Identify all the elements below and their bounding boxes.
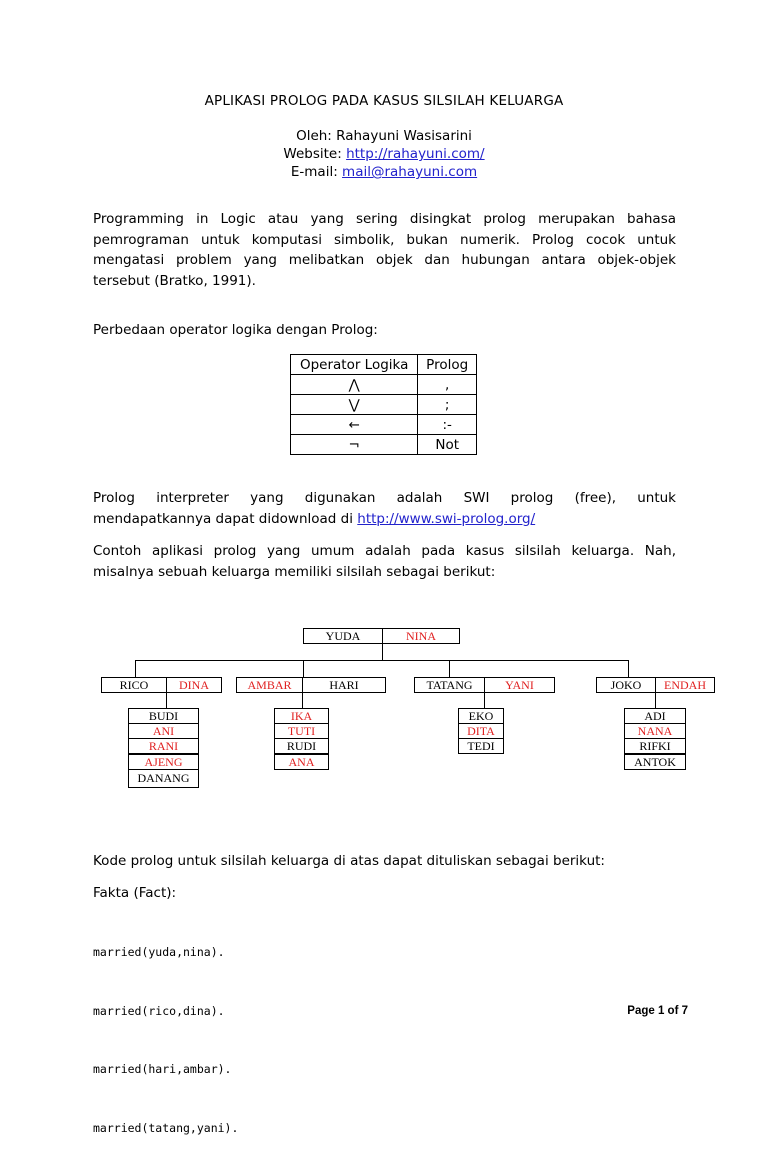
swi-prolog-link[interactable]: http://www.swi-prolog.org/ — [357, 510, 536, 527]
interpreter-line — [93, 509, 676, 530]
intro-paragraph — [93, 209, 676, 291]
table-cell: Not — [418, 435, 477, 455]
child-box: RANI — [128, 738, 199, 754]
child-box: ANA — [274, 754, 329, 770]
code-intro: Kode prolog untuk silsilah keluarga di atas dapat dituliskan sebagai berikut: — [93, 853, 605, 869]
root-connector — [382, 643, 383, 660]
child-box: RIFKI — [624, 738, 686, 754]
intro-line: pemrograman untuk komputasi simbolik, bukan numerik. Prolog cocok untuk — [93, 231, 676, 248]
generation-line — [135, 660, 628, 661]
child-box: IKA — [274, 708, 329, 724]
email-link[interactable]: mail@rahayuni.com — [342, 164, 478, 180]
child-box: TUTI — [274, 723, 329, 739]
table-cell: :- — [418, 415, 477, 435]
child-box: ADI — [624, 708, 686, 724]
family-2-right-box: HARI — [302, 677, 386, 693]
root-husband-box: YUDA — [303, 628, 383, 644]
table-cell: ; — [418, 395, 477, 415]
interpreter-paragraph — [93, 488, 676, 529]
child-box: ANI — [128, 723, 199, 739]
email-label: E-mail: — [290, 164, 338, 180]
family-2-left-box: AMBAR — [236, 677, 303, 693]
intro-line: tersebut (Bratko, 1991). — [93, 272, 256, 289]
family-4-left-box: JOKO — [596, 677, 656, 693]
child-box: RUDI — [274, 738, 329, 754]
website-line — [0, 146, 768, 162]
table-header: Prolog — [418, 355, 477, 375]
table-cell: ← — [291, 415, 418, 435]
example-paragraph — [93, 541, 676, 582]
example-line: misalnya sebuah keluarga memiliki silsilah sebagai berikut: — [93, 563, 496, 580]
interpreter-text: mendapatkannya dapat didownload di — [93, 510, 358, 527]
website-label: Website: — [283, 146, 342, 162]
family-drop — [303, 660, 304, 677]
family-3-child-connector — [484, 692, 485, 708]
table-row — [291, 435, 477, 455]
table-header-row — [291, 355, 477, 375]
code-line: married(rico,dina). — [93, 1003, 225, 1018]
table-row — [291, 375, 477, 395]
author-line: Oleh: Rahayuni Wasisarini — [296, 128, 472, 144]
child-box: DITA — [458, 723, 504, 739]
family-3-left-box: TATANG — [414, 677, 485, 693]
table-cell: ⋀ — [291, 375, 418, 395]
family-1-child-connector — [166, 692, 167, 708]
website-link[interactable]: http://rahayuni.com/ — [346, 146, 485, 162]
table-cell: ¬ — [291, 435, 418, 455]
family-drop — [135, 660, 136, 677]
family-1-left-box: RICO — [101, 677, 167, 693]
email-line — [0, 164, 768, 180]
family-3-right-box: YANI — [484, 677, 555, 693]
family-1-right-box: DINA — [166, 677, 222, 693]
family-2-child-connector — [302, 692, 303, 708]
operator-table — [290, 354, 477, 455]
page-number: Page 1 of 7 — [627, 1005, 688, 1017]
child-box: ANTOK — [624, 754, 686, 770]
code-line: married(tatang,yani). — [93, 1120, 239, 1135]
child-box: AJENG — [128, 754, 199, 770]
child-box: BUDI — [128, 708, 199, 724]
code-line: married(yuda,nina). — [93, 945, 225, 959]
family-drop — [449, 660, 450, 677]
family-4-child-connector — [655, 692, 656, 708]
example-line: Contoh aplikasi prolog yang umum adalah pada kasus silsilah keluarga. Nah, — [93, 543, 676, 559]
code-line: married(hari,ambar). — [93, 1062, 232, 1076]
interpreter-line: Prolog interpreter yang digunakan adalah SWI prolog (free), untuk — [93, 490, 676, 506]
facts-code-block — [93, 904, 238, 1158]
table-row — [291, 415, 477, 435]
child-box: TEDI — [458, 738, 504, 754]
intro-line: Programming in Logic atau yang sering disingkat prolog merupakan bahasa — [93, 211, 676, 227]
table-header: Operator Logika — [291, 355, 418, 375]
child-box: DANANG — [128, 769, 199, 788]
operator-heading: Perbedaan operator logika dengan Prolog: — [93, 322, 378, 338]
table-cell: ⋁ — [291, 395, 418, 415]
child-box: NANA — [624, 723, 686, 739]
table-row — [291, 395, 477, 415]
table-cell: , — [418, 375, 477, 395]
child-box: EKO — [458, 708, 504, 724]
document-title: APLIKASI PROLOG PADA KASUS SILSILAH KELUARGA — [204, 93, 564, 109]
facts-heading: Fakta (Fact): — [93, 885, 177, 901]
family-4-right-box: ENDAH — [655, 677, 715, 693]
family-drop — [628, 660, 629, 677]
root-wife-box: NINA — [382, 628, 460, 644]
intro-line: mengatasi problem yang melibatkan objek dan hubungan antara objek-objek — [93, 252, 676, 268]
